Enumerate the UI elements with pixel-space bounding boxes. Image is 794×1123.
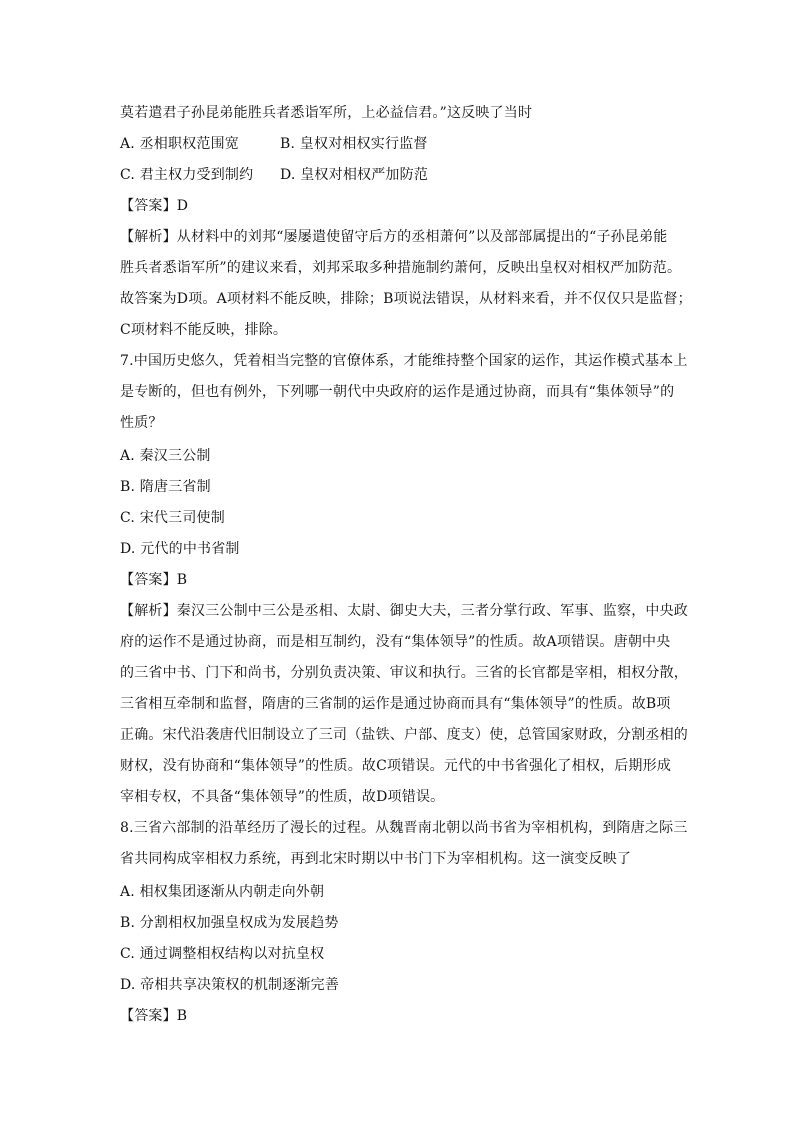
q7-analysis-line-3: 的三省中书、门下和尚书，分别负责决策、审议和执行。三省的长官都是宰相，相权分散， xyxy=(120,665,688,681)
q6-option-b: B. 皇权对相权实行监督 xyxy=(280,136,428,152)
q6-stem-tail: 莫若遣君子孙昆弟能胜兵者悉诣军所，上必益信君。”这反映了当时 xyxy=(120,105,533,121)
q8-answer: 【答案】B xyxy=(120,1008,188,1024)
q7-option-a: A. 秦汉三公制 xyxy=(120,448,211,464)
q8-option-c: C. 通过调整相权结构以对抗皇权 xyxy=(120,946,325,962)
q6-option-c: C. 君主权力受到制约 xyxy=(120,167,254,183)
q7-answer: 【答案】B xyxy=(120,572,188,588)
q7-stem-line-3: 性质？ xyxy=(120,415,163,431)
q8-option-a: A. 相权集团逐渐从内朝走向外朝 xyxy=(120,884,325,900)
q7-stem-line-1: 7.中国历史悠久，凭着相当完整的官僚体系，才能维持整个国家的运作，其运作模式基本上 xyxy=(120,353,688,369)
q6-option-a: A. 丞相职权范围宽 xyxy=(120,136,240,152)
q7-option-c: C. 宋代三司使制 xyxy=(120,510,225,526)
q6-analysis-line-4: C项材料不能反映，排除。 xyxy=(120,322,288,338)
q7-analysis-line-5: 正确。宋代沿袭唐代旧制设立了三司（盐铁、户部、度支）使，总管国家财政，分割丞相的 xyxy=(120,727,688,743)
q7-option-d: D. 元代的中书省制 xyxy=(120,541,240,557)
q7-analysis-line-4: 三省相互牵制和监督，隋唐的三省制的运作是通过协商而具有“集体领导”的性质。故B项 xyxy=(120,696,671,712)
q7-option-b: B. 隋唐三省制 xyxy=(120,479,211,495)
q6-answer: 【答案】D xyxy=(120,198,189,214)
q8-stem-line-2: 省共同构成宰相权力系统，再到北宋时期以中书门下为宰相机构。这一演变反映了 xyxy=(120,851,632,867)
q8-stem-line-1: 8.三省六部制的沿革经历了漫长的过程。从魏晋南北朝以尚书省为宰相机构，到隋唐之际三 xyxy=(120,820,688,836)
q8-option-d: D. 帝相共享决策权的机制逐渐完善 xyxy=(120,977,340,993)
q8-option-b: B. 分割相权加强皇权成为发展趋势 xyxy=(120,915,339,931)
q6-option-d: D. 皇权对相权严加防范 xyxy=(280,167,429,183)
q6-analysis-line-2: 胜兵者悉诣军所”的建议来看，刘邦采取多种措施制约萧何，反映出皇权对相权严加防范。 xyxy=(120,260,682,276)
q7-analysis-line-2: 府的运作不是通过协商，而是相互制约，没有“集体领导”的性质。故A项错误。唐朝中央 xyxy=(120,634,671,650)
q7-analysis-line-7: 宰相专权，不具备“集体领导”的性质，故D项错误。 xyxy=(120,789,445,805)
q7-analysis-line-6: 财权，没有协商和“集体领导”的性质。故C项错误。元代的中书省强化了相权，后期形成 xyxy=(120,758,672,774)
q6-analysis-line-3: 故答案为D项。A项材料不能反映，排除；B项说法错误，从材料来看，并不仅仅只是监督； xyxy=(120,291,692,307)
q7-stem-line-2: 是专断的，但也有例外，下列哪一朝代中央政府的运作是通过协商，而具有“集体领导”的 xyxy=(120,384,675,400)
q6-analysis-line-1: 【解析】从材料中的刘邦“屡屡遣使留守后方的丞相萧何”以及部部属提出的“子孙昆弟能 xyxy=(120,229,668,245)
q7-analysis-line-1: 【解析】秦汉三公制中三公是丞相、太尉、御史大夫，三者分掌行政、军事、监察，中央政 xyxy=(120,603,688,619)
